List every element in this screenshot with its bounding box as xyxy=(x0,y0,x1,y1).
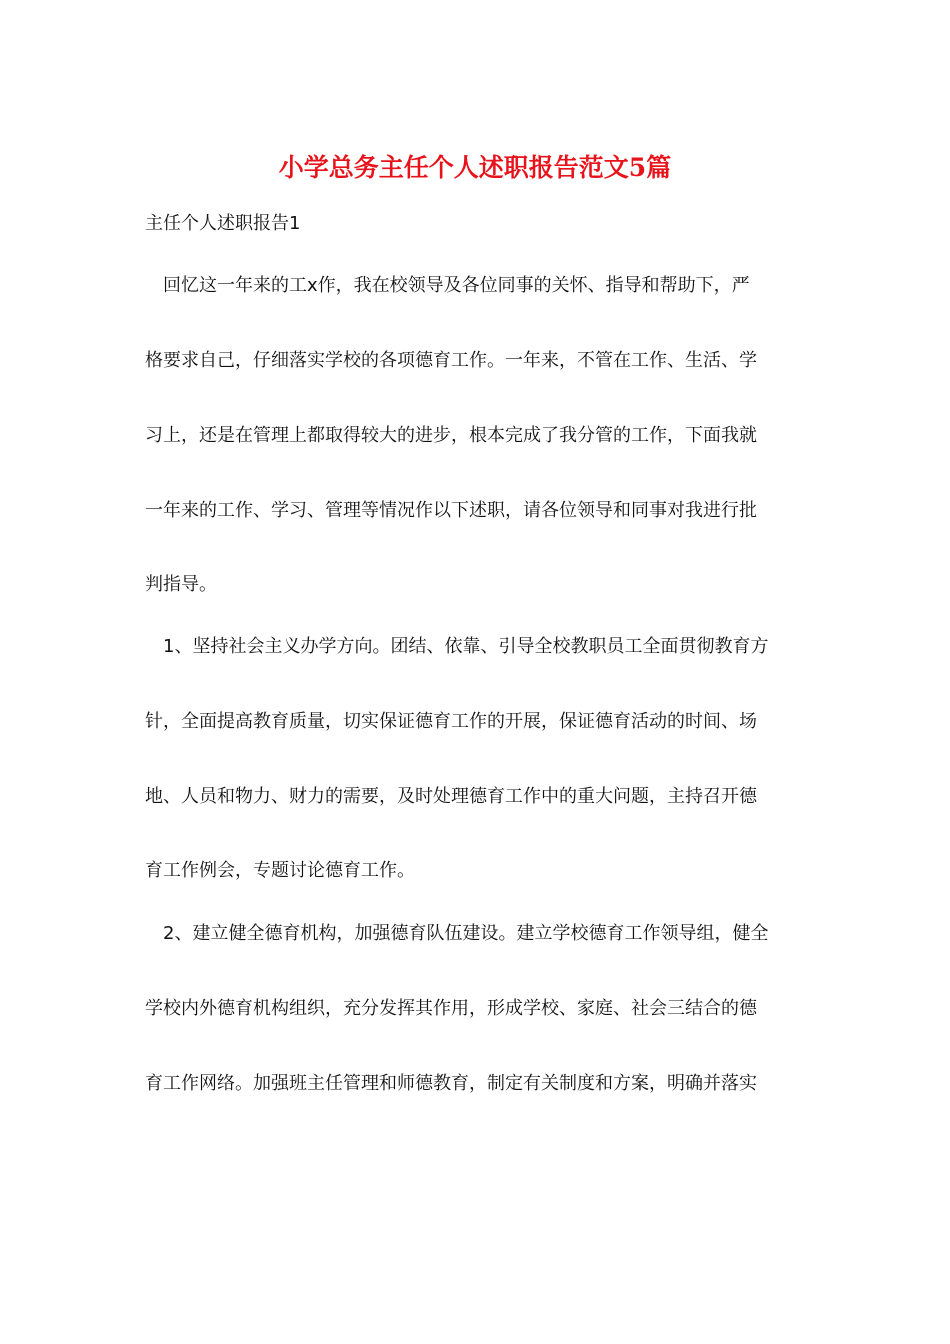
paragraph-line: 1、坚持社会主义办学方向。团结、依靠、引导全校教职员工全面贯彻教育方 xyxy=(163,636,769,657)
section-heading: 主任个人述职报告1 xyxy=(145,213,301,234)
paragraph-line: 判指导。 xyxy=(145,574,217,595)
paragraph-line: 回忆这一年来的工x作，我在校领导及各位同事的关怀、指导和帮助下，严 xyxy=(163,275,750,296)
paragraph-line: 习上，还是在管理上都取得较大的进步，根本完成了我分管的工作，下面我就 xyxy=(145,425,757,446)
paragraph-line: 育工作例会，专题讨论德育工作。 xyxy=(145,860,415,881)
paragraph-line: 地、人员和物力、财力的需要，及时处理德育工作中的重大问题，主持召开德 xyxy=(145,786,757,807)
paragraph-line: 一年来的工作、学习、管理等情况作以下述职，请各位领导和同事对我进行批 xyxy=(145,500,757,521)
paragraph-line: 格要求自己，仔细落实学校的各项德育工作。一年来，不管在工作、生活、学 xyxy=(145,350,757,371)
paragraph-line: 2、建立健全德育机构，加强德育队伍建设。建立学校德育工作领导组，健全 xyxy=(163,923,769,944)
paragraph-line: 育工作网络。加强班主任管理和师德教育，制定有关制度和方案，明确并落实 xyxy=(145,1073,757,1094)
paragraph-line: 学校内外德育机构组织，充分发挥其作用，形成学校、家庭、社会三结合的德 xyxy=(145,998,757,1019)
document-title: 小学总务主任个人述职报告范文5篇 xyxy=(278,153,672,182)
paragraph-line: 针，全面提高教育质量，切实保证德育工作的开展，保证德育活动的时间、场 xyxy=(145,711,757,732)
